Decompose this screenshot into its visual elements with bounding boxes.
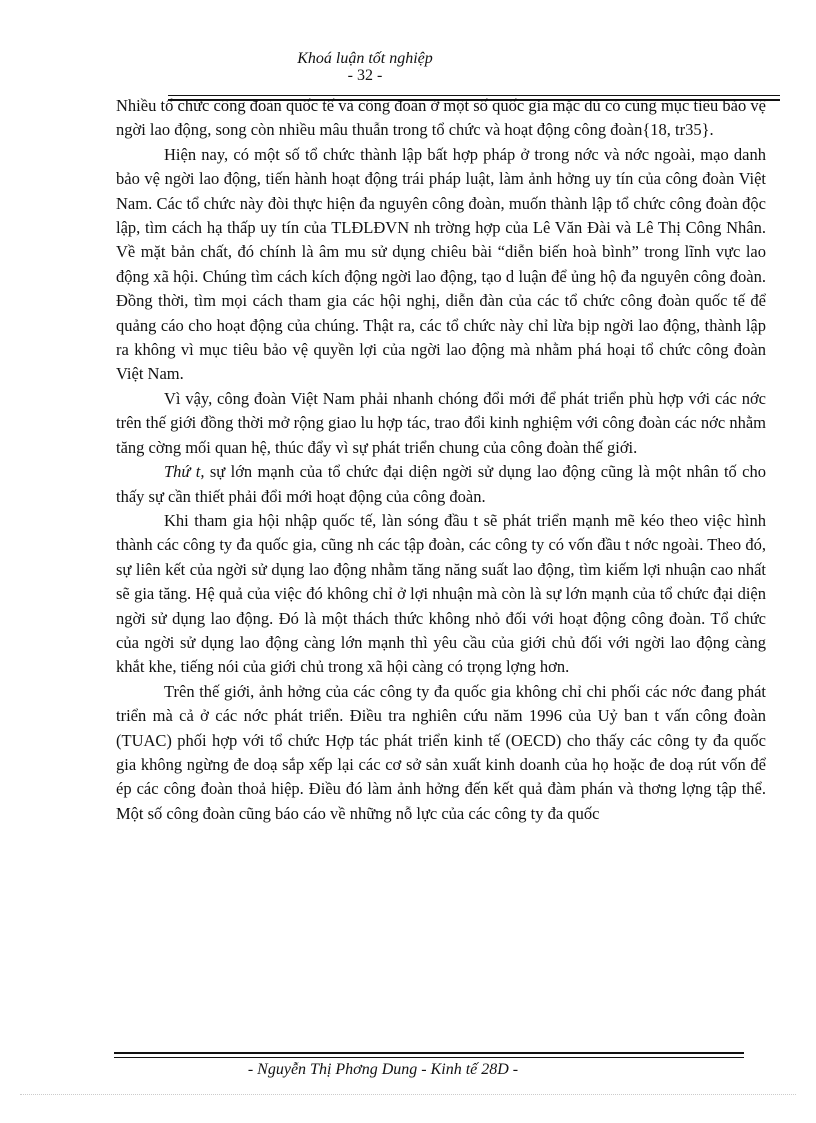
footer-rule-thick <box>114 1052 744 1054</box>
paragraph-4 <box>116 460 766 509</box>
page-edge-dotted-line <box>20 1094 796 1095</box>
document-header-title: Khoá luận tốt nghiệp <box>297 50 433 67</box>
paragraph-4-lead: Thứ t, <box>164 462 205 482</box>
footer-rule-thin <box>114 1057 744 1058</box>
paragraph-1: Nhiều tổ chức công đoàn quốc tế và công đoàn ở một số quốc gia mặc dù có cùng mục tiêu bảo vệ ngời lao động, song còn nhiều mâu thuẫn trong tổ chức và hoạt động công đoàn{18, tr35}. <box>116 96 766 140</box>
paragraph-6: Trên thế giới, ảnh hởng của các công ty đa quốc gia không chỉ chi phối các nớc đang phát triển mà cả ở các nớc phát triển. Điều tra nghiên cứu năm 1996 của Uỷ ban t vấn công đoàn (TUAC) phối hợp với tổ chức Hợp tác phát triển kinh tế (OECD) cho thấy các công ty đa quốc gia không ngừng đe doạ sắp xếp lại các cơ sở sản xuất kinh doanh của họ hoặc đe doạ rút vốn để ép các công đoàn thoả hiệp. Điều đó làm ảnh hởng đến kết quả đàm phán và thơng lợng tập thể. Một số công đoàn cũng báo cáo về những nỗ lực của các công ty đa quốc <box>116 681 766 823</box>
paragraph-3: Vì vậy, công đoàn Việt Nam phải nhanh chóng đổi mới để phát triển phù hợp với các nớc trên thế giới đồng thời mở rộng giao lu hợp tác, trao đổi kinh nghiệm với công đoàn các nớc nhằm tăng cờng mối quan hệ, thúc đẩy vì sự phát triển chung của công đoàn thế giới. <box>116 388 766 457</box>
paragraph-2: Hiện nay, có một số tổ chức thành lập bất hợp pháp ở trong nớc và nớc ngoài, mạo danh bảo vệ ngời lao động, tiến hành hoạt động trái pháp luật, làm ảnh hởng uy tín của công đoàn Việt Nam. Các tổ chức này đòi thực hiện đa nguyên công đoàn, muốn thành lập tổ chức công đoàn độc lập, tìm cách hạ thấp uy tín của TLĐLĐVN nh trờng hợp của Lê Văn Đài và Lê Thị Công Nhân. Về mặt bản chất, đó chính là âm mu sử dụng chiêu bài “diễn biến hoà bình” trong lĩnh vực lao động xã hội. Chúng tìm cách kích động ngời lao động, tạo d luận để ủng hộ đa nguyên công đoàn. Đồng thời, tìm mọi cách tham gia các hội nghị, diễn đàn của các tổ chức công đoàn quốc tế để quảng cáo cho hoạt động của chúng. Thật ra, các tổ chức này chỉ lừa bịp ngời lao động, thành lập ra không vì mục tiêu bảo vệ quyền lợi của ngời lao động mà nhằm phá hoại tổ chức công đoàn Việt Nam. <box>116 144 766 384</box>
footer-text: - Nguyễn Thị Phơng Dung - Kinh tế 28D - <box>247 1061 519 1078</box>
document-footer <box>0 1061 816 1079</box>
paragraph-4-text: sự lớn mạnh của tổ chức đại diện ngời sử dụng lao động cũng là một nhân tố cho thấy sự cần thiết phải đổi mới hoạt động của công đoàn. <box>116 462 766 506</box>
page-number: - 32 - <box>347 67 383 84</box>
body-text <box>116 94 766 826</box>
paragraph-5: Khi tham gia hội nhập quốc tế, làn sóng đầu t sẽ phát triển mạnh mẽ kéo theo việc hình thành các công ty đa quốc gia, cũng nh các tập đoàn, các công ty có vốn đầu t nớc ngoài. Theo đó, sự liên kết của ngời sử dụng lao động nhằm tăng năng suất lao động, tìm kiếm lợi nhuận cao nhất sẽ gia tăng. Hệ quả của việc đó không chỉ ở lợi nhuận mà còn là sự lớn mạnh của tổ chức đại diện ngời sử dụng lao động. Đó là một thách thức không nhỏ đối với hoạt động công đoàn. Tổ chức của ngời sử dụng lao động càng lớn mạnh thì yêu cầu của giới chủ đối với ngời lao động càng khắt khe, tiếng nói của giới chủ trong xã hội càng có trọng lợng hơn. <box>116 510 766 677</box>
